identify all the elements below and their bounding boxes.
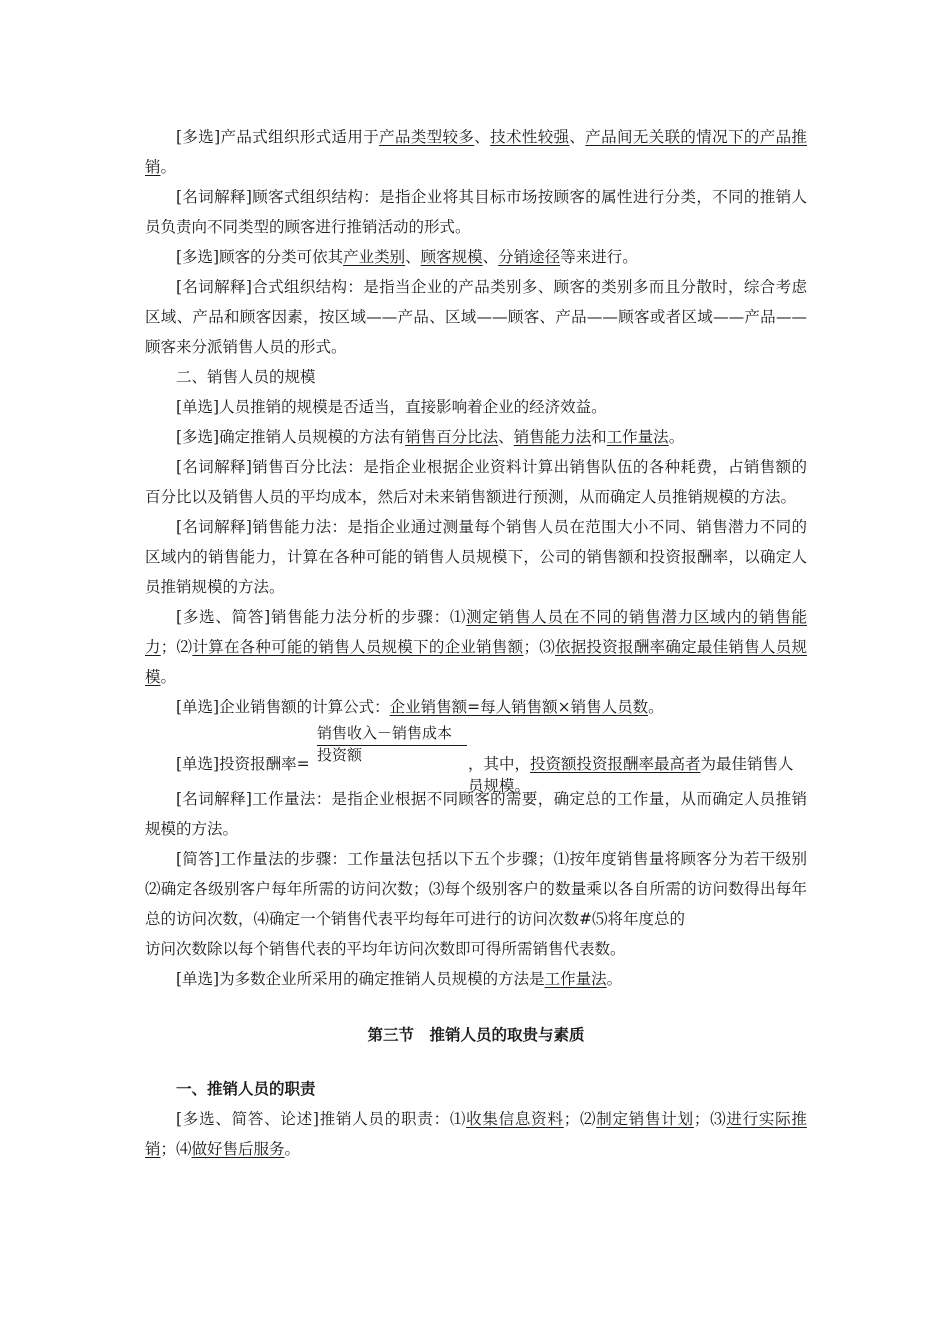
underlined-answer: 产品类型较多 bbox=[379, 128, 475, 146]
underlined-answer: 销售能力法 bbox=[513, 428, 592, 446]
section-title: 第三节 推销人员的取贵与素质 bbox=[367, 1026, 585, 1044]
underlined-answer: 销售百分比法 bbox=[405, 428, 499, 446]
paragraph-size-methods: [多选]确定推销人员规模的方法有销售百分比法、销售能力法和工作量法。 bbox=[176, 428, 685, 446]
formula-label: [单选]投资报酬率= bbox=[176, 755, 310, 773]
document-page bbox=[145, 122, 807, 1164]
paragraph-sales-capacity: [名词解释]销售能力法：是指企业通过测量每个销售人员在范围大小不同、销售潜力不同的区域内的销售能力，计算在各种可能的销售人员规模下，公司的销售额和投资报酬率，以确定人员推销规模的方法。 bbox=[145, 518, 807, 596]
underlined-answer: 工作量法 bbox=[544, 970, 607, 988]
paragraph-workload-steps: [简答]工作量法的步骤：工作量法包括以下五个步骤；⑴按年度销售量将顾客分为若干级别⑵确定各级别客户每年所需的访问次数；⑶每个级别客户的数量乘以各自所需的访问数得出每年总的访问次数，⑷确定一个销售代表平均每年可进行的访问次数#⑸将年度总的 bbox=[145, 850, 807, 928]
underlined-answer: 顾客规模 bbox=[420, 248, 483, 266]
underlined-answer: 工作量法 bbox=[606, 428, 669, 446]
underlined-answer: 制定销售计划 bbox=[596, 1110, 694, 1128]
paragraph-workload: [名词解释]工作量法：是指企业根据不同顾客的需要，确定总的工作量，从而确定人员推销规模的方法。 bbox=[145, 790, 807, 838]
paragraph-common-method: [单选]为多数企业所采用的确定推销人员规模的方法是工作量法。 bbox=[176, 970, 623, 988]
underlined-answer: 计算在各种可能的销售人员规模下的企业销售额 bbox=[192, 638, 524, 656]
underlined-answer: 产品间无关联的情况下的产品推销 bbox=[145, 128, 807, 176]
heading-sales-size: 二、销售人员的规模 bbox=[176, 368, 316, 386]
underlined-answer: 分销途径 bbox=[498, 248, 561, 266]
fraction bbox=[317, 722, 467, 764]
underlined-answer: 技术性较强 bbox=[490, 128, 570, 146]
underlined-answer: 做好售后服务 bbox=[191, 1140, 285, 1158]
underlined-answer: 收集信息资料 bbox=[466, 1110, 564, 1128]
underlined-answer: 进行实际推销 bbox=[145, 1110, 807, 1158]
paragraph-product-org: [多选]产品式组织形式适用于产品类型较多、技术性较强、产品间无关联的情况下的产品推销。 bbox=[145, 128, 807, 176]
sub-title: 一、推销人员的职责 bbox=[176, 1080, 316, 1098]
fraction-numerator: 销售收入－销售成本 bbox=[317, 722, 467, 746]
paragraph-customer-org: [名词解释]顾客式组织结构：是指企业将其目标市场按顾客的属性进行分类，不同的推销人员负责向不同类型的顾客进行推销活动的形式。 bbox=[145, 188, 807, 236]
paragraph-duties: [多选、简答、论述]推销人员的职责：⑴收集信息资料；⑵制定销售计划；⑶进行实际推销；⑷做好售后服务。 bbox=[145, 1110, 807, 1158]
underlined-answer: 测定销售人员在不同的销售潜力区域内的销售能力 bbox=[145, 608, 807, 656]
paragraph-capacity-steps: [多选、简答]销售能力法分析的步骤：⑴测定销售人员在不同的销售潜力区域内的销售能力；⑵计算在各种可能的销售人员规模下的企业销售额；⑶依据投资报酬率确定最佳销售人员规模。 bbox=[145, 608, 807, 686]
formula-remainder: ，其中，投资额投资报酬率最高者为最佳销售人员规模。 bbox=[468, 755, 794, 795]
paragraph-combined-org: [名词解释]合式组织结构：是指当企业的产品类别多、顾客的类别多而且分散时，综合考虑区域、产品和顾客因素，按区域——产品、区域——顾客、产品——顾客或者区域——产品——顾客来分派销售人员的形式。 bbox=[145, 278, 807, 356]
paragraph-workload-steps-cont: 访问次数除以每个销售代表的平均年访问次数即可得所需销售代表数。 bbox=[145, 940, 626, 958]
paragraph-sales-percentage: [名词解释]销售百分比法：是指企业根据企业资料计算出销售队伍的各种耗费，占销售额的百分比以及销售人员的平均成本，然后对未来销售额进行预测，从而确定人员推销规模的方法。 bbox=[145, 458, 807, 506]
paragraph-sales-formula: [单选]企业销售额的计算公式：企业销售额=每人销售额×销售人员数。 bbox=[176, 698, 664, 716]
paragraph-customer-classification: [多选]顾客的分类可依其产业类别、顾客规模、分销途径等来进行。 bbox=[176, 248, 638, 266]
paragraph-size-impact: [单选]人员推销的规模是否适当，直接影响着企业的经济效益。 bbox=[176, 398, 607, 416]
fraction-denominator: 投资额 bbox=[317, 746, 363, 764]
roi-formula bbox=[145, 722, 807, 795]
underlined-answer: 依据投资报酬率确定最佳销售人员规模 bbox=[145, 638, 807, 686]
underlined-answer: 企业销售额=每人销售额×销售人员数 bbox=[389, 698, 649, 716]
underlined-answer: 产业类别 bbox=[343, 248, 406, 266]
underlined-answer: 投资额投资报酬率最高者 bbox=[530, 755, 701, 773]
